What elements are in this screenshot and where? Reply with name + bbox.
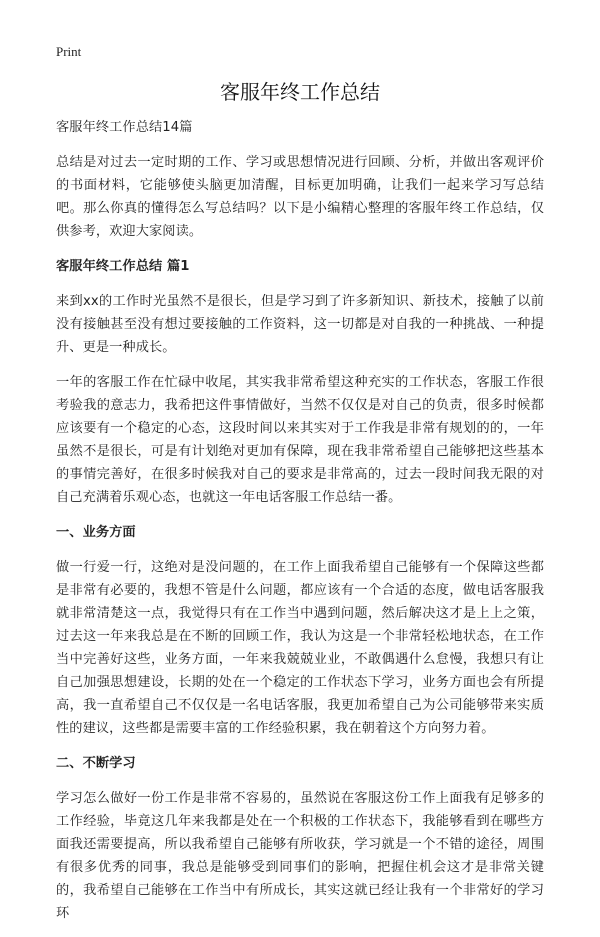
- intro-paragraph: 总结是对过去一定时期的工作、学习或思想情况进行回顾、分析，并做出客观评价的书面材料，它能够使头脑更加清醒，目标更加明确，让我们一起来学习写总结吧。那么你真的懂得怎么写总结吗？以下是小编精心整理的客服年终工作总结，仅供参考，欢迎大家阅读。: [56, 155, 544, 239]
- section-paragraph-business: 做一行爱一行，这绝对是没问题的，在工作上面我希望自己能够有一个保障这些都是非常有必要的，我想不管是什么问题，都应该有一个合适的态度，做电话客服我就非常清楚这一点，我觉得只有在工作当中遇到问题，然后解决这才是上上之策，过去这一年来我总是在不断的回顾工作，我认为这是一个非常轻松地状态，在工作当中完善好这些，业务方面，一年来我兢兢业业，不敢偶遇什么怠慢，我想只有让自己加强思想建设，长期的处在一个稳定的工作状态下学习，业务方面也会有所提高，我一直希望自己不仅仅是一名电话客服，我更加希望自己为公司能够带来实质性的建议，这些都是需要丰富的工作经验积累，我在朝着这个方向努力着。: [56, 560, 544, 736]
- section-heading-learning: 二、不断学习: [56, 756, 136, 771]
- body-paragraph-1: 来到xx的工作时光虽然不是很长，但是学习到了许多新知识、新技术，接触了以前没有接触甚至没有想过要接触的工作资料，这一切都是对自我的一种挑战、一种提升、更是一种成长。: [56, 294, 544, 355]
- article-subtitle: 客服年终工作总结14篇: [56, 120, 193, 135]
- section-paragraph-learning: 学习怎么做好一份工作是非常不容易的，虽然说在客服这份工作上面我有足够多的工作经验，毕竟这几年来我都是处在一个积极的工作状态下，我能够看到在哪些方面我还需要提高，所以我希望自己能够有所收获，学习就是一个不错的途径，周围有很多优秀的同事，我总是能够受到同事们的影响，把握住机会这才是非常关键的，我希望自己能够在工作当中有所成长，其实这就已经让我有一个非常好的学习环: [56, 791, 544, 921]
- article-body: [56, 116, 544, 937]
- section-heading-business: 一、业务方面: [56, 525, 136, 540]
- print-link[interactable]: Print: [56, 44, 82, 59]
- body-paragraph-2: 一年的客服工作在忙碌中收尾，其实我非常希望这种充实的工作状态，客服工作很考验我的意志力，我希把这件事情做好，当然不仅仅是对自己的负责，很多时候都应该要有一个稳定的心态，这段时间以来其实对于工作我是非常有规划的的，一年虽然不是很长，可是有计划绝对更加有保障，现在我非常希望自己能够把这些基本的事情完善好，在很多时候我对自己的要求是非常高的，过去一段时间我无限的对自己充满着乐观心态，也就这一年电话客服工作总结一番。: [56, 375, 544, 505]
- article-heading: 客服年终工作总结 篇1: [56, 259, 190, 274]
- page-title: 客服年终工作总结: [220, 80, 380, 104]
